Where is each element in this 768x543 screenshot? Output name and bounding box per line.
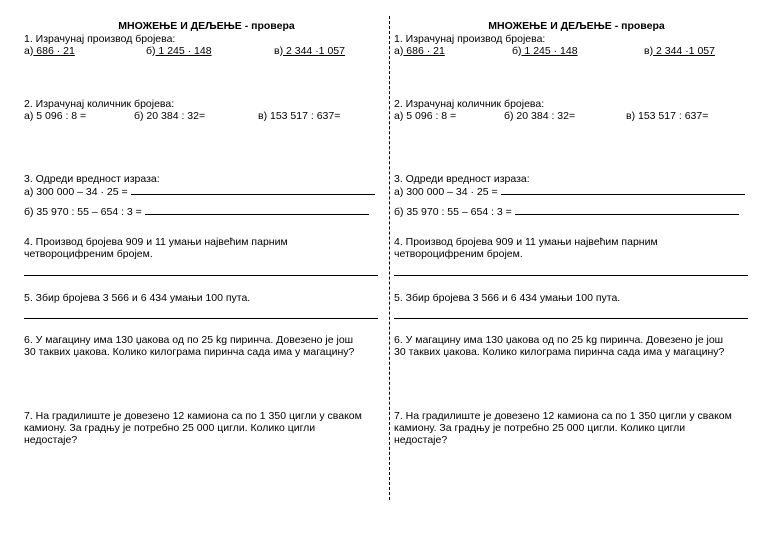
q6-line2: 30 таквих џакова. Колико килограма пиринча сада има у магацину? [24, 346, 355, 358]
q5-line1: 5. Збир бројева 3 566 и 6 434 умањи 100 пута. [24, 292, 251, 304]
q3-b: б) 35 970 : 55 – 654 : 3 = [394, 205, 739, 218]
q4-line2: четвороцифреним бројем. [394, 248, 523, 260]
q3-a: а) 300 000 – 34 · 25 = [24, 185, 375, 198]
q3-prompt: 3. Одреди вредност израза: [394, 173, 530, 185]
q1-a: а) 686 · 21 [394, 45, 445, 57]
q1-c: в) 2 344 ·1 057 [274, 45, 345, 57]
q2-prompt: 2. Израчунај количник бројева: [394, 98, 545, 110]
q5-answer-line [394, 318, 748, 319]
q2-a: а) 5 096 : 8 = [24, 110, 87, 122]
q4-line1: 4. Производ бројева 909 и 11 умањи највећим парним [394, 236, 658, 248]
worksheet-title: МНОЖЕЊЕ И ДЕЉЕЊЕ - провера [118, 20, 295, 32]
q1-a: а) 686 · 21 [24, 45, 75, 57]
q4-answer-line [24, 275, 378, 276]
q4-line1: 4. Производ бројева 909 и 11 умањи највећим парним [24, 236, 288, 248]
q7-line3: недостаје? [394, 434, 448, 446]
q3-b: б) 35 970 : 55 – 654 : 3 = [24, 205, 369, 218]
q6-line2: 30 таквих џакова. Колико килограма пиринча сада има у магацину? [394, 346, 725, 358]
q2-c: в) 153 517 : 637= [258, 110, 341, 122]
q4-line2: четвороцифреним бројем. [24, 248, 153, 260]
q3-a: а) 300 000 – 34 · 25 = [394, 185, 745, 198]
q5-line1: 5. Збир бројева 3 566 и 6 434 умањи 100 пута. [394, 292, 621, 304]
q1-prompt: 1. Израчунај производ бројева: [24, 33, 176, 45]
q1-b: б) 1 245 · 148 [512, 45, 578, 57]
q7-line1: 7. На градилиште је довезено 12 камиона са по 1 350 цигли у сваком [24, 410, 362, 422]
q2-c: в) 153 517 : 637= [626, 110, 709, 122]
q1-prompt: 1. Израчунај производ бројева: [394, 33, 546, 45]
cut-line [389, 16, 390, 500]
q5-answer-line [24, 318, 378, 319]
q2-a: а) 5 096 : 8 = [394, 110, 457, 122]
q2-b: б) 20 384 : 32= [504, 110, 576, 122]
q6-line1: 6. У магацину има 130 џакова од по 25 kg пиринча. Довезено је још [24, 334, 354, 346]
worksheet-right [394, 0, 759, 543]
q1-b: б) 1 245 · 148 [146, 45, 212, 57]
q7-line3: недостаје? [24, 434, 78, 446]
q2-prompt: 2. Израчунај количник бројева: [24, 98, 175, 110]
worksheet-left [24, 0, 389, 543]
q2-b: б) 20 384 : 32= [134, 110, 206, 122]
q7-line2: камиону. За градњу је потребно 25 000 цигли. Колико цигли [394, 422, 686, 434]
q6-line1: 6. У магацину има 130 џакова од по 25 kg пиринча. Довезено је још [394, 334, 724, 346]
q7-line1: 7. На градилиште је довезено 12 камиона са по 1 350 цигли у сваком [394, 410, 732, 422]
q1-c: в) 2 344 ·1 057 [644, 45, 715, 57]
q7-line2: камиону. За градњу је потребно 25 000 цигли. Колико цигли [24, 422, 316, 434]
q4-answer-line [394, 275, 748, 276]
worksheet-title: МНОЖЕЊЕ И ДЕЉЕЊЕ - провера [488, 20, 665, 32]
q3-prompt: 3. Одреди вредност израза: [24, 173, 160, 185]
